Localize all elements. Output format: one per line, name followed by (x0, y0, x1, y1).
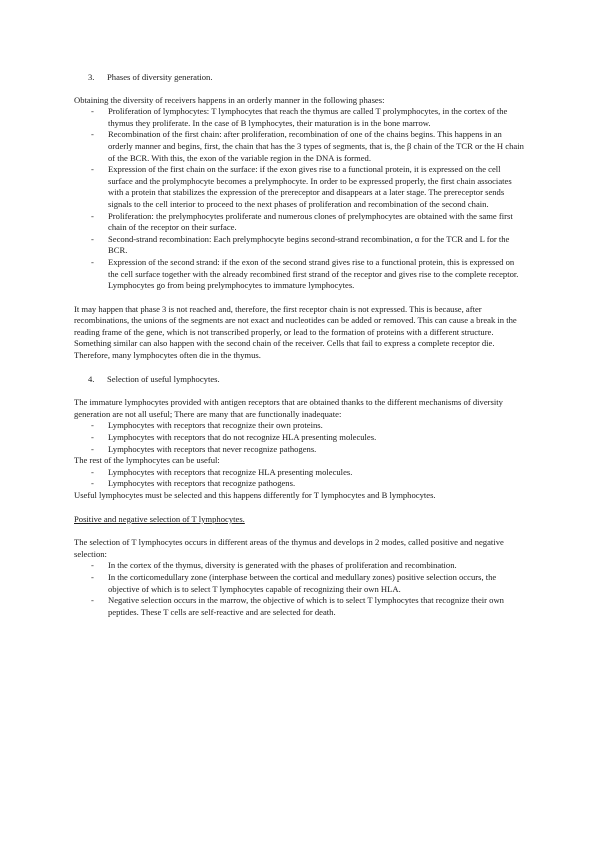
selection-list (74, 560, 524, 618)
list-item: - Lymphocytes with receptors that recognize HLA presenting molecules. (74, 467, 524, 479)
list-item: - Lymphocytes with receptors that never recognize pathogens. (74, 444, 524, 456)
section-4-title: Selection of useful lymphocytes. (107, 373, 220, 384)
section-3-number: 3. (88, 72, 95, 82)
list-item: - Negative selection occurs in the marrow, the objective of which is to select T lymphocytes that recognize their own peptides. These T cells are self-reactive and are selected for death. (74, 595, 524, 618)
phases-list (74, 106, 524, 292)
section-3-closing: It may happen that phase 3 is not reached and, therefore, the first receptor chain is not expressed. This is because, after recombinations, the unions of the segments are not exact and nucleotides can be added or removed. This can cause a break in the reading frame of the gene, which is not transcribed properly, or lead to the formation of proteins with a different structure. Something similar can also happen with the second chain of the receiver. Cells that fail to express a complete receptor die. Therefore, many lymphocytes often die in the thymus. (74, 303, 517, 361)
list-item: - Proliferation: the prelymphocytes proliferate and numerous clones of prelymphocytes are obtained with the same first chain of the receptor on their surface. (74, 211, 524, 234)
inadequate-list (74, 420, 524, 455)
list-item: - Recombination of the first chain: after proliferation, recombination of one of the chains begins. This happens in an orderly manner and begins, first, the chain that has the 3 types of segments, that is, the β chain of the TCR or the H chain of the BCR. With this, the exon of the variable region in the DNA is formed. (74, 129, 524, 164)
list-item: - Second-strand recombination: Each prelymphocyte begins second-strand recombination, α for the TCR and L for the BCR. (74, 234, 524, 257)
list-item: - Lymphocytes with receptors that recognize pathogens. (74, 478, 524, 490)
section-4-number: 4. (88, 373, 95, 384)
useful-intro: The rest of the lymphocytes can be useful: (74, 455, 220, 466)
list-item: - Lymphocytes with receptors that do not recognize HLA presenting molecules. (74, 432, 524, 444)
section-3-heading (88, 72, 524, 84)
list-item: - In the cortex of the thymus, diversity is generated with the phases of proliferation and recombination. (74, 560, 524, 572)
subsection-heading: Positive and negative selection of T lymphocytes. (74, 513, 245, 524)
list-item: - Lymphocytes with receptors that recognize their own proteins. (74, 420, 524, 432)
useful-list (74, 467, 524, 490)
section-3-title: Phases of diversity generation. (107, 72, 213, 82)
subsection-intro: The selection of T lymphocytes occurs in different areas of the thymus and develops in 2 modes, called positive and negative selection: (74, 537, 504, 559)
list-item: - In the corticomedullary zone (interphase between the cortical and medullary zones) positive selection occurs, the objective of which is to select T lymphocytes capable of recognizing their own HLA. (74, 572, 524, 595)
list-item: - Proliferation of lymphocytes: T lymphocytes that reach the thymus are called T prolymphocytes, in the cortex of the thymus they proliferate. In the case of B lymphocytes, their maturation is in the bone marrow. (74, 106, 524, 129)
list-item: - Expression of the first chain on the surface: if the exon gives rise to a functional protein, it is expressed on the cell surface and the prolymphocyte becomes a prelymphocyte. In order to be expressed properly, the first chain associates with a protein that stabilizes the expression of the prereceptor and disappears at a later stage. The prereceptor sends signals to the cell interior to proceed to the next phases of proliferation and recombination of the second chain. (74, 164, 524, 210)
section-4-intro: The immature lymphocytes provided with antigen receptors that are obtained thanks to the different mechanisms of diversity generation are not all useful; There are many that are functionally inadequate: (74, 397, 503, 419)
list-item: - Expression of the second strand: if the exon of the second strand gives rise to a functional protein, this is expressed on the cell surface together with the already recombined first strand of the receptor and gives rise to the complete receptor. Lymphocytes go from being prelymphocytes to immature lymphocytes. (74, 257, 524, 292)
section-3-intro: Obtaining the diversity of receivers happens in an orderly manner in the following phases: (74, 94, 385, 105)
section-4-closing: Useful lymphocytes must be selected and this happens differently for T lymphocytes and B lymphocytes. (74, 490, 436, 500)
section-4-heading (88, 374, 524, 386)
